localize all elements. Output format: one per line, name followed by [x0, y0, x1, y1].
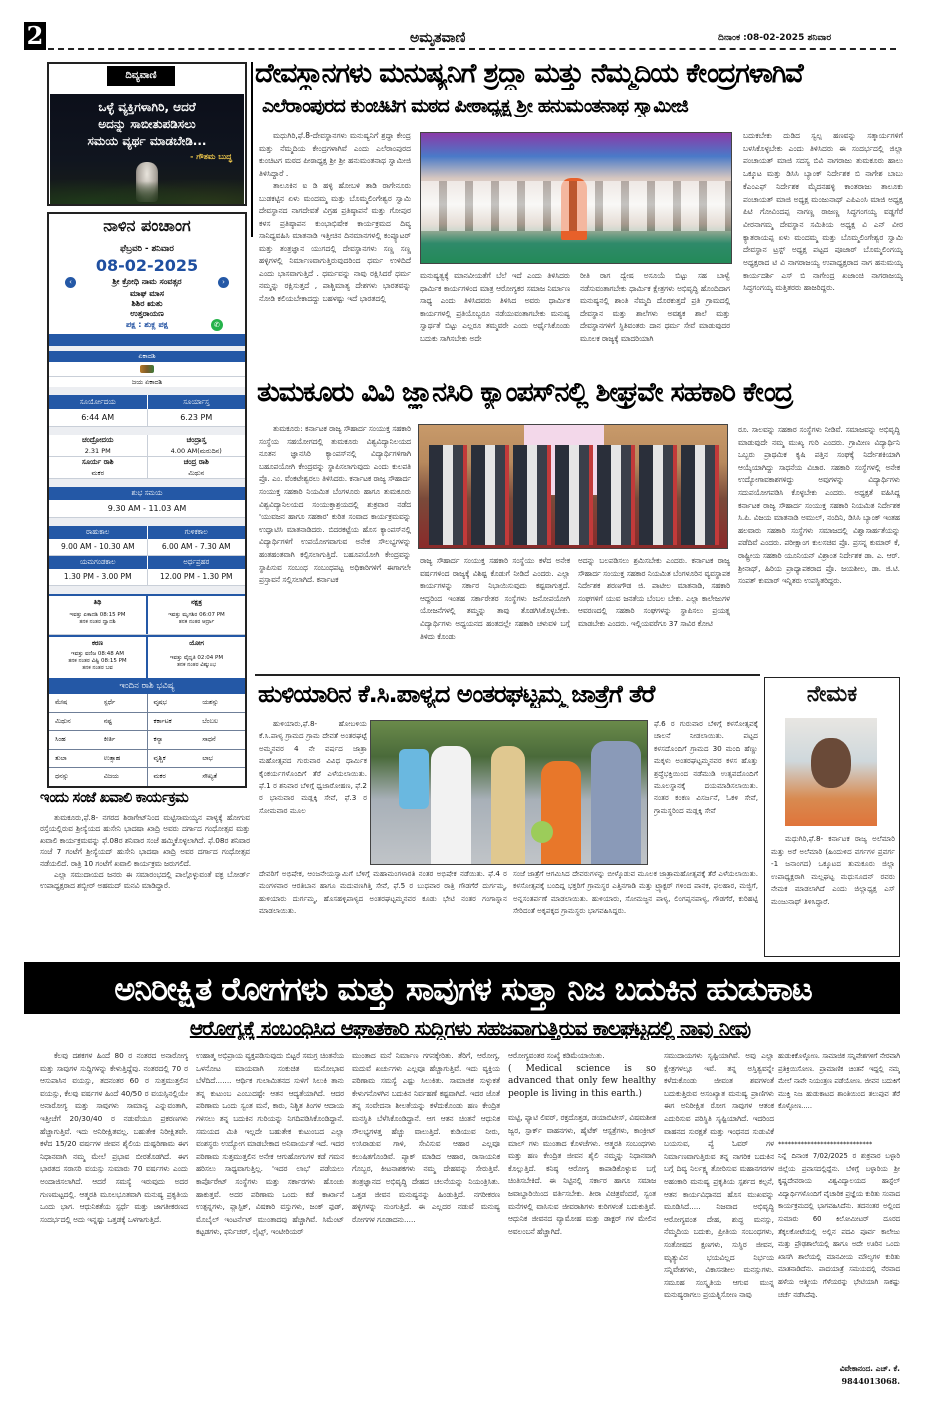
english-quote: ( Medical science is so advanced that only few healthy people is living in this earth.) — [508, 1063, 656, 1099]
paksha: ಪಕ್ಷ : ಶುಕ್ಲ ಪಕ್ಷ — [126, 320, 168, 329]
section-rule — [255, 674, 760, 676]
panchanga-month-day: ಫೆಬ್ರವರಿ - ಶನಿವಾರ — [120, 244, 174, 254]
story3-headline: ಹುಳಿಯಾರಿನ ಕೆ.ಸಿ.ಪಾಳ್ಯದ ಅಂತರಘಟ್ಟಮ್ಮ ಜಾತ್ರೆಗೆ ತೆರೆ — [258, 680, 655, 708]
khawali-body — [40, 812, 250, 957]
spacer — [49, 586, 245, 594]
story4-col4 — [508, 1050, 656, 1400]
tithi-line: ಇವತ್ತು ಏಕಾದಶಿ 08:15 PM — [69, 612, 126, 618]
story4-subhead: ಆರೋಗ್ಯಕ್ಕೆ ಸಂಬಂಧಿಸಿದ ಆಘಾತಕಾರಿ ಸುದ್ದಿಗಳು ಸಹಜವಾಗುತ್ತಿರುವ ಕಾಲಘಟ್ಟದಲ್ಲಿ ನಾವು ನೀವು — [189, 1016, 751, 1040]
samvatsara-row — [49, 275, 245, 289]
story1-col2: ಮನುಷ್ಯತ್ವಕ್ಕೆ ಮಾನವೀಯತೆಗೆ ಬೆಲೆ ಇದೆ ಎಂದು ತಿಳಿಸಿದರು ಧಾರ್ಮಿಕ ಕಾರ್ಯಗಳಿಂದ ಮಾತ್ರ ಆರೋಗ್ಯಕರ ಸಮಾಜ ನಿರ್ಮಾಣ ಸಾಧ್ಯ ಎಂದು ತಿಳಿಸಿದವರು ತಿಳಿಸಿದ ಅವರು ಧಾರ್ಮಿಕ ಕಾರ್ಯಗಳಲ್ಲಿ ಪ್ರತಿಯೊಬ್ಬರೂ ನಡೆಯುವಂತಾಗಬೇಕು ಮನುಷ್ಯ ಸ್ವಾರ್ಥತೆ ಬಿಟ್ಟು ಎಲ್ಲರೂ ತಮ್ಮವರೇ ಎಂದು ಅರ್ಥೈಸಿಕೊಂಡು ಬದುಕು ಸಾಗಿಸಬೇಕು ಅದೇ — [420, 271, 570, 343]
rashi-name: ಮೇಷ — [55, 699, 68, 706]
tithi-line: ತನಕ ನಂತರ ದ್ವಾದಶಿ — [79, 619, 116, 625]
yama-header-row — [49, 556, 245, 569]
spacer — [49, 427, 245, 435]
divyavani-box — [47, 62, 247, 206]
story4-col2: ಉಹಾತ್ಮ ಅಭಿಪ್ರಾಯ ವ್ಯಕ್ತಪಡಿಸುವುದು ಬಿಟ್ಟರೆ ಸಮಗ್ರ ಚಿಂತನೆಯ ಒಳನೋಟ ಮಾಯವಾಗಿ ಸಂಕುಚಿತ ಮನೋಭಾವ ಬೆಳೆದಿದೆ....... ಆರ್ಥಿಕ ಗುಲಾಮಿತನದ ಸುಳಿಗೆ ಸಿಲುಕಿ ತಾನು ತನ್ನ ಕುಟುಂಬ ಎಂಬುದಷ್ಟೇ ಆತನ ಆದ್ಯತೆಯಾಗಿದೆ. ಆದರ ಪರಿಣಾಮ ಒಂದು ಸ್ವಂತ ಮನೆ, ಕಾರು, ನಿಶ್ಚಿತ ತಿಂಗಳ ಆದಾಯ ಗಳಿಸಲು ತನ್ನ ಬದುಕಿನ ಗುರಿಯನ್ನು ನಿಗದಿಪಡಿಸಿಕೊಂಡಿದ್ದಾನೆ. ಸಮಯದ ಮಿತಿ ಇಲ್ಲದೇ ಬಹುತೇಕ ಕುಟುಂಬದ ಎಲ್ಲಾ ವಂಶಸ್ಥರು ಉದ್ಯೋಗ ಮಾಡಬೇಕಾದ ಅನಿವಾರ್ಯತೆ ಇದೆ. ಇದರ ಪರಿಣಾಮ ಸುತ್ತಮುತ್ತಲಿನ ಅನೇಕ ಆಗುಹೋಗುಗಳ ಕಡೆ ಗಮನ ಹರಿಸಲು ಸಾಧ್ಯವಾಗುತ್ತಿಲ್ಲ. 'ಇದರ ಲಾಭ' ಪಡೆಯಲು ಕಾರ್ಪೊರೇಟ್ ಸಂಸ್ಥೆಗಳು ಮತ್ತು ಸರ್ಕಾರಗಳು ಹೊಂಚು ಹಾಕುತ್ತವೆ. ಅದರ ಪರಿಣಾಮ ಒಂದು ಕಡೆ ಕಾರ್ಖಾನೆ ಉತ್ಪನ್ನಗಳು, ಪ್ಲಾಸ್ಟಿಕ್, ವಿಷಕಾರಿ ವಸ್ತುಗಳು, ಜಂಕ್ ಫುಡ್, ಮೊಬೈಲ್ ಇಂಟರ್ನೆಟ್ ಮುಂತಾದವು ಹೆಚ್ಚಾಗಿವೆ. ಸಿಮೆಂಟ್ ಕಟ್ಟಡಗಳು, ಫರ್ನಿಚರ್, ಲೈಟ್ಸ್, ಇಂಟೀರಿಯರ್ — [196, 1051, 344, 1237]
story2-col2: ರಾಜ್ಯ ಸೌಹಾರ್ದ ಸಂಯುಕ್ತ ಸಹಕಾರಿ ಸಂಸ್ಥೆಯು ಕಳೆದ ಅನೇಕ ವರ್ಷಗಳಿಂದ ರಾಜ್ಯಕ್ಕೆ ವಿಶಿಷ್ಟ ಕೊಡುಗೆ ನೀಡಿದೆ ಎಂದರು. ಎಲ್ಲಾ ಕಾರ್ಯಗಳನ್ನು ಸರ್ಕಾರ ನಿಭಾಯಿಸುವುದು ಕಷ್ಟವಾಗುತ್ತದೆ. ಆದ್ದರಿಂದ ಇಂತಹ ಸರ್ಕಾರೇತರ ಸಂಸ್ಥೆಗಳು ಜನೋಪಯೋಗಿ ಯೋಜನೆಗಳಲ್ಲಿ ತಮ್ಮನ್ನು ತಾವು ತೊಡಗಿಸಿಕೊಳ್ಳಬೇಕು. ವಿದ್ಯಾರ್ಥಿಗಳು ಅಧ್ಯಯನದ ಹಂತದಲ್ಲೇ ಸಹಕಾರಿ ಚಳುವಳಿ ಬಗ್ಗೆ ತಿಳಿದು ಕೊಂಡು — [420, 556, 570, 641]
sun-time-row — [49, 409, 245, 427]
spacer — [49, 479, 245, 487]
rashi-prediction: ಉತ್ಸಾಹ — [98, 750, 148, 768]
chandra-rashi-label: ಚಂದ್ರ ರಾಶಿ — [183, 458, 209, 466]
rashi-name: ವೃಷಭ — [153, 699, 167, 706]
yama-time-row — [49, 569, 245, 586]
panchanga-title: ನಾಳಿನ ಪಂಚಾಂಗ — [103, 216, 191, 235]
yama-label: ಯಮಗಂಡಕಾಲ — [49, 556, 148, 569]
rashi-name — [49, 787, 98, 789]
ekadashi-image — [49, 362, 245, 377]
rashi-prediction: ನಷ್ಟ — [98, 713, 148, 731]
yoga-line: ತನಕ ನಂತರ ವಿಷ್ಕುಂಭ — [176, 662, 217, 668]
header-divider — [48, 48, 896, 50]
author-name: ವಿವೇಕಾನಂದ. ಎಚ್. ಕೆ. — [839, 1364, 900, 1373]
issue-date: ದಿನಾಂಕ :08-02-2025 ಶನಿವಾರ — [718, 33, 832, 43]
nemaka-title: ನೇಮಕ — [806, 682, 858, 707]
quote-line: ಸಮಯ ವ್ಯರ್ಥ ಮಾಡಬೇಡಿ... — [87, 134, 207, 148]
ekadashi-name: ಜಯ ಏಕಾದಶಿ — [131, 378, 163, 386]
abhijit-time: 12.00 PM - 1.30 PM — [160, 572, 233, 581]
karana-line: ತನಕ ನಂತರ ವಿಷ್ಟಿ 08:15 PM — [68, 658, 127, 664]
rashi-prediction: ಲಾಭ — [202, 754, 213, 762]
column-rule — [251, 62, 253, 237]
khawali-headline: ಇಂದು ಸಂಜೆ ಖವಾಲಿ ಕಾರ್ಯಕ್ರಮ — [40, 790, 189, 806]
rashi-name: ಸಿಂಹ — [55, 736, 66, 743]
face — [811, 738, 851, 788]
story1-col4: ಬದುಕಬೇಕು ದುಡಿದ ಸ್ವಲ್ಪ ಹಣವನ್ನು ಸತ್ಕಾರ್ಯಗಳಿಗೆ ಬಳಸಿಕೊಳ್ಳಬೇಕು ಎಂದು ತಿಳಿಸಿದರು ಈ ಸಂದರ್ಭದಲ್ಲಿ ಜಿಲ್ಲಾ ಪಂಚಾಯತ್ ಮಾಜಿ ಸದಸ್ಯ ಬಿವಿ ನಾಗರಾಜು ತುಮಕೂರು ಹಾಲು ಒಕ್ಕೂಟ ಮತ್ತು ಡಿಸಿಸಿ ಬ್ಯಾಂಕ್ ನಿರ್ದೇಶಕ ಬಿ ನಾಗೇಶ ಬಾಬು ಕೆಎಂಎಫ್ ನಿರ್ದೇಶಕ ಮೈದನಹಳ್ಳಿ ಕಾಂತರಾಜು ತಾಲೂಕು ಪಂಚಾಯತ್ ಮಾಜಿ ಅಧ್ಯಕ್ಷ ಮಂಜುನಾಥ್ ಎಪಿಎಂಸಿ ಮಾಜಿ ಅಧ್ಯಕ್ಷ ಪಿಟಿ ಗೋವಿಂದಪ್ಪ ನಾಗಣ್ಣ ರಾಜಣ್ಣ ಸಿದ್ಧಗಂಗಯ್ಯ ವಡ್ಡಗೆರೆ ವೀರನಾಗಮ್ಮ ದೇವಸ್ಥಾನ ಸಮಿತಿಯ ಅಧ್ಯಕ್ಷ ವಿ ಎನ್ ವೀರ ಕ್ಯಾತರಾಯಪ್ಪ ಏಳು ಮಂದಮ್ಮ ಮತ್ತು ಬೊಮ್ಮಲಿಂಗೇಶ್ವರ ಸ್ವಾಮಿ ದೇವಸ್ಥಾನ ಟ್ರಸ್ಟ್ ಅಧ್ಯಕ್ಷ ಪಟ್ಟದ ಪೂಜಾರ್ ಬೊಮ್ಮಲಿಂಗಯ್ಯ ಅಧ್ಯಕ್ಷರಾದ ಟಿ ವಿ ನಾಗರಾಜಯ್ಯ ಉಪಾಧ್ಯಕ್ಷರಾದ ನಾಗ ಹನುಮಯ್ಯ ಕಾರ್ಯದರ್ಶಿ ಎಸ್ ಬಿ ನಾಗೇಂದ್ರ ಖಜಾಂಚಿ ನಾಗರಾಜಯ್ಯ ಸಿದ್ಧಗಂಗಯ್ಯ ಮತ್ತಿತರರು ಹಾಜರಿದ್ದರು. — [743, 131, 903, 293]
story2-col4: ರೂ. ಸಾಲವನ್ನು ಸಹಕಾರ ಸಂಸ್ಥೆಗಳು ನೀಡಿವೆ. ಸಮಾಜವನ್ನು ಅಭಿವೃದ್ಧಿ ಮಾಡುವುದೇ ನಮ್ಮ ಮುಖ್ಯ ಗುರಿ ಎಂದರು. ಗ್ರಾಮೀಣ ವಿದ್ಯಾರ್ಥಿನಿ ಒಬ್ಬರು ಪ್ರಾಥಮಿಕ ಕೃಷಿ ಪತ್ತಿನ ಸಂಘಕ್ಕೆ ನಿರ್ದೇಶಕಿಯಾಗಿ ಆಯ್ಕೆಯಾಗಿದ್ದು ಸಾಧನೆಯ ವಿಚಾರ. ಸಹಕಾರಿ ಸಂಸ್ಥೆಗಳಲ್ಲಿ ಅನೇಕ ಉದ್ಯೋಗಾವಕಾಶಗಳಿದ್ದು ಅವುಗಳನ್ನು ವಿದ್ಯಾರ್ಥಿಗಳು ಸದುಪಯೋಗಪಡಿಸಿ ಕೊಳ್ಳಬೇಕು ಎಂದರು. ಅಧ್ಯಕ್ಷತೆ ವಹಿಸಿದ್ದ ಕರ್ನಾಟಕ ರಾಜ್ಯ ಸೌಹಾರ್ದ ಸಂಯುಕ್ತ ಸಹಕಾರಿ ನಿಯಮಿತ ನಿರ್ದೇಶಕ ಸಿ.ಪಿ. ವಿಜಯ ಮಾತನಾಡಿ ಅಮುಲ್, ನಂದಿನಿ, ಡಿಸಿಸಿ ಬ್ಯಾಂಕ್ ಇಂತಹ ಹಲವಾರು ಸಹಕಾರಿ ಸಂಸ್ಥೆಗಳು ಸಮಾಜದಲ್ಲಿ ವಿಶ್ವಾಸಾರ್ಹತೆಯನ್ನು ಪಡೆದಿವೆ ಎಂದರು. ಪರೀಕ್ಷಾಂಗ ಕುಲಸಚಿವ ಪ್ರೊ. ಪ್ರಸನ್ನ ಕುಮಾರ್ ಕೆ, ರಾಷ್ಟ್ರೀಯ ಸಹಕಾರಿ ಯೂನಿಯನ್ ವಿಶ್ರಾಂತ ನಿರ್ದೇಶಕ ಡಾ. ಎ. ಆರ್. ಶ್ರೀನಾಥ್, ಹಿರಿಯ ಪ್ರಾಧ್ಯಾಪಕರಾದ ಪ್ರೊ. ಜಯಶೀಲ, ಡಾ. ಜಿ.ಟಿ. ಸಂಪತ್ ಕುಮಾರ್ ಇನ್ನಿತರು ಉಪಸ್ಥಿತರಿದ್ದರು. — [738, 425, 900, 586]
story3-col2: ಫೆ.6 ರ ಗುರುವಾರ ಬೆಳಿಗ್ಗೆ ಕಳಸೋತ್ಸವಕ್ಕೆ ಚಾಲನೆ ನೀಡಲಾಯಿತು. ಪಟ್ಟದ ಕಳಸದೊಂದಿಗೆ ಗ್ರಾಮದ 30 ಮಂದಿ ಹೆಣ್ಣು ಮಕ್ಕಳು ಅಂತರಘಟ್ಟಮ್ಮನವರ ಕಳಸ ಹೊತ್ತು ಶ್ರದ್ಧೆಭಕ್ತಿಯಿಂದ ನಡೆಮುಡಿ ಉತ್ಸವದೊಂದಿಗೆ ಮೂಲಸ್ಥಾನಕ್ಕೆ ದಯಮಾಡಿಸಲಾಯಿತು. ನಂತರ ಕಂಕಣ ವಿಸರ್ಜನೆ, ಓಕಳಿ ಸೇವೆ, ಗ್ರಾಮಸ್ಥರಿಂದ ಮಡ್ಲಕ್ಕಿ ಸೇವೆ — [654, 719, 758, 815]
sunset-time: 6.23 PM — [180, 413, 213, 422]
tithi-row — [49, 594, 245, 635]
rashi-table — [49, 694, 245, 788]
moonset-label: ಚಂದ್ರಾಸ್ತ — [186, 436, 206, 444]
story1-headline: ದೇವಸ್ಥಾನಗಳು ಮನುಷ್ಯನಿಗೆ ಶ್ರದ್ಧಾ ಮತ್ತು ನೆಮ್ಮದಿಯ ಕೇಂದ್ರಗಳಾಗಿವೆ — [255, 58, 803, 89]
foliage-decoration — [50, 174, 244, 204]
story4-col6 — [778, 1050, 900, 1400]
rashi-row — [49, 787, 245, 789]
col4-body: ಮಟ್ಟಿ, ಫ್ಯಾಟಿ ಲಿವರ್, ರಕ್ತದೊತ್ತಡ, ಡಯಾಬಿಟೀಸ್, ವಿಷಮಶೀತ ಜ್ವರ, ಸ್ಪಾರ್ಕ್ ವಾಹನಗಳು, ಹೈಟೆಕ್ ಆಸ್ಪತ್ರೆಗಳು, ಕಾಂಕ್ರೀಟ್ ಮಾಲ್ ಗಳು ಮುಂತಾದ ಕೊಳಚೆಗಳು. ಆತ್ಮರತಿ ಸಂಬಂಧಗಳು ಮತ್ತು ಹಣ ಕೇಂದ್ರಿತ ಜೀವನ ಶೈಲಿ ನಮ್ಮನ್ನು ನಿಧಾನವಾಗಿ ಕೊಲ್ಲುತ್ತಿದೆ. ಕನಿಷ್ಠ ಆರೋಗ್ಯ ಕಾಪಾಡಿಕೊಳ್ಳುವ ಬಗ್ಗೆ ಚಿಂತಿಸಬೇಕಿದೆ. ಈ ನಿಟ್ಟಿನಲ್ಲಿ ಸರ್ಕಾರ ಹಾಗೂ ಸಮಾಜ ಜವಾಬ್ದಾರಿಯಿಂದ ವರ್ತಿಸಬೇಕು. ತೀರಾ ವಿಚಿತ್ರವೆಂದರೆ, ಸ್ವಂತ ಮನೆಗಳಲ್ಲಿ ವಾಸಿಸುವ ಜೀವರಾಶಿಗಳು ಕುರಿಗಳಂತೆ ಬದುಕುತ್ತಿವೆ. ಆಧುನಿಕ ಜೀವನದ ವ್ಯಾಮೋಹ ಮತ್ತು ಡಾಕ್ಟರ್ ಗಳ ಮೇಲಿನ ಅವಲಂಬನೆ ಹೆಚ್ಚಾಗಿದೆ. — [508, 1113, 656, 1236]
tithi-label: ತಿಥಿ — [93, 598, 102, 606]
nakshatra-line: ತನಕ ನಂತರ ಆರ್ದ್ರಾ — [178, 619, 215, 625]
rashi-name — [148, 787, 197, 789]
moon-row — [49, 435, 245, 457]
samvatsara: ಶ್ರೀ ಕ್ರೋಧಿ ನಾಮ ಸಂವತ್ಸರ — [112, 277, 182, 286]
stars-divider: ***************************** — [778, 1140, 873, 1148]
rashi-row — [49, 750, 245, 769]
prev-day-button[interactable]: ‹ — [65, 277, 76, 288]
rahu-label: ರಾಹುಕಾಲ — [49, 526, 148, 539]
rashi-name: ಕನ್ಯಾ — [153, 736, 163, 743]
nemaka-box — [764, 677, 900, 957]
nakshatra-label: ನಕ್ಷತ್ರ — [191, 598, 202, 606]
page-number: 2 — [24, 22, 46, 50]
rashi-prediction: ಕೀರ್ತಿ — [98, 731, 148, 749]
story2-col1: ತುಮಕೂರು: ಕರ್ನಾಟಕ ರಾಜ್ಯ ಸೌಹಾರ್ದ ಸಂಯುಕ್ತ ಸಹಕಾರಿ ಸಂಸ್ಥೆಯ ಸಹಯೋಗದಲ್ಲಿ ತುಮಕೂರು ವಿಶ್ವವಿದ್ಯಾನಿಲಯದ ನೂತನ ಜ್ಞಾನಸಿರಿ ಕ್ಯಾಂಪಸ್‌ನಲ್ಲಿ ವಿದ್ಯಾರ್ಥಿಗಳಿಗಾಗಿ ಬಹೂಪಯೋಗಿ ಕೇಂದ್ರವನ್ನು ಸ್ಥಾಪಿಸಲಾಗುವುದು ಎಂದು ಕುಲಪತಿ ಪ್ರೊ. ಎಂ. ವೆಂಕಟೇಶ್ವರಲು ತಿಳಿಸಿದರು. ಕರ್ನಾಟಕ ರಾಜ್ಯ ಸೌಹಾರ್ದ ಸಂಯುಕ್ತ ಸಹಕಾರಿ ನಿಯಮಿತ ಬೆಂಗಳೂರು ಹಾಗೂ ತುಮಕೂರು ವಿಶ್ವವಿದ್ಯಾನಿಲಯದ ಸಂಯುಕ್ತಾಶ್ರಯದಲ್ಲಿ ಶುಕ್ರವಾರ ನಡೆದ 'ಯುವಜನ ಹಾಗೂ ಸಹಕಾರ' ಕುರಿತ ಸಂವಾದ ಕಾರ್ಯಕ್ರಮವನ್ನು ಉದ್ಘಾಟಿಸಿ ಮಾತನಾಡಿದರು. ಬಿದರಕಟ್ಟೆಯ ಹೊಸ ಕ್ಯಾಂಪಸ್‌ನಲ್ಲಿ ವಿದ್ಯಾರ್ಥಿಗಳಿಗೆ ಉಪಯೋಗವಾಗುವ ಅನೇಕ ಸೌಲಭ್ಯಗಳನ್ನು ಹಂತಹಂತವಾಗಿ ಕಲ್ಪಿಸಲಾಗುತ್ತಿದೆ. ಬಹೂಪಯೋಗಿ ಕೇಂದ್ರವನ್ನು ಸ್ಥಾಪಿಸುವ ಸಂಬಂಧ ಸಂಬಂಧಪಟ್ಟ ಅಧಿಕಾರಿಗಳಿಗೆ ಈಗಾಗಲೇ ಪ್ರಸ್ತಾವನೆ ಸಲ್ಲಿಸಲಾಗಿದೆ. ಕರ್ನಾಟಕ — [259, 424, 411, 585]
yoga-cell — [148, 637, 245, 678]
rashi-prediction: ಸಾಧನೆ — [202, 736, 216, 743]
karana-line: ತನಕ ನಂತರ ಬವ — [82, 665, 113, 671]
surya-rashi-label: ಸೂರ್ಯ ರಾಶಿ — [81, 458, 114, 466]
rashi-name: ಮಿಥುನ — [55, 717, 71, 725]
rahu-time: 9.00 AM - 10.30 AM — [49, 539, 148, 555]
rashi-row — [49, 457, 245, 479]
story1-photo — [420, 132, 732, 264]
story2-photo — [418, 424, 728, 549]
paksha-row — [49, 319, 245, 331]
man-yellow-shawl — [491, 746, 525, 865]
chandra-rashi-cell — [148, 457, 246, 478]
story4-col3: ಮುಂತಾದ ಮನೆ ನಿರ್ಮಾಣ ಗಗನಕ್ಕೇರಿತು. ತೆರಿಗೆ, ಆರೋಗ್ಯ, ಮದುವೆ ಖರ್ಚುಗಳು ಎಲ್ಲವೂ ಹೆಚ್ಚಾಗುತ್ತಿವೆ. ಇದು ವ್ಯಕ್ತಿಯ ಪರಿಣಾಮ ಸಮಸ್ಯೆ ಎಷ್ಟು ಸಿಲುಕಿತು. ಸಾಮಾಜಿಕ ಸುಳ್ಳುಕತೆ ಕೇಳುಗನೊಳಗಿನ ಬದುಕಿನ ನಿರ್ವಹಣೆ ಕಷ್ಟವಾಗಿದೆ. ಇದರ ಜೊತೆ ತನ್ನ ಸಂವೇದನಾ ಶೀಲತೆಯನ್ನು ಕಳೆದುಕೊಂಡು ಹಣ ಕೇಂದ್ರಿತ ಮನಸ್ಥಿತಿ ಬೆಳೆಸಿಕೊಂಡಿದ್ದಾನೆ. ಆಗ ಆತನ ಚಿಂತನೆ ಆಧುನಿಕ ಸೌಲಭ್ಯಗಳತ್ತ ಹೆಚ್ಚು ವಾಲುತ್ತಿದೆ. ಕುಡಿಯುವ ನೀರು, ಉಸಿರಾಡುವ ಗಾಳಿ, ಸೇವಿಸುವ ಆಹಾರ ಎಲ್ಲವೂ ಕಲುಷಿತಗೊಂಡಿವೆ. ಪ್ಯಾಕ್ ಮಾಡಿದ ಆಹಾರ, ರಾಸಾಯನಿಕ ಗೊಬ್ಬರ, ಕೀಟನಾಶಕಗಳು ನಮ್ಮ ದೇಹವನ್ನು ಸೇರುತ್ತಿವೆ. ತಂತ್ರಜ್ಞಾನದ ಅಭಿವೃದ್ಧಿ ದೇಹದ ಚಲನೆಯನ್ನು ನಿಯಂತ್ರಿಸಿತು. ಒತ್ತಡ ಜೀವನ ಮನುಷ್ಯನನ್ನು ಹಿಂಡುತ್ತಿದೆ. ನಗರೀಕರಣ ಹಳ್ಳಿಗಳನ್ನು ನುಂಗುತ್ತಿದೆ. ಈ ಎಲ್ಲದರ ನಡುವೆ ಮನುಷ್ಯ ರೋಗಗಳ ಗೂಡಾದನು..... — [352, 1051, 500, 1224]
seated-guests — [421, 181, 731, 231]
quote-image — [50, 94, 244, 204]
yama-time: 1.30 PM - 3.00 PM — [49, 569, 148, 585]
story1-col1 — [259, 130, 411, 395]
yoga-label: ಯೋಗ — [189, 639, 204, 647]
chandra-rashi: ಮಿಥುನ — [188, 469, 205, 477]
nakshatra-line: ಇವತ್ತು ಮೃಗಶಿರ 06:07 PM — [168, 612, 225, 618]
story2-headline: ತುಮಕೂರು ವಿವಿ ಜ್ಞಾನಸಿರಿ ಕ್ಯಾಂಪಸ್‌ನಲ್ಲಿ ಶೀಘ್ರವೇ ಸಹಕಾರಿ ಕೇಂದ್ರ — [257, 377, 942, 409]
man-orange-shawl — [541, 761, 581, 865]
story3-col1: ಹುಳಿಯಾರು,ಫೆ.8- ಹೋಬಳಿಯ ಕೆ.ಸಿ.ಪಾಳ್ಯ ಗ್ರಾಮದ ಗ್ರಾಮ ದೇವತೆ ಅಂತರಘಟ್ಟೆ ಅಮ್ಮನವರ 4 ನೇ ವರ್ಷದ ಜಾತ್ರಾ ಮಹೋತ್ಸವದ ಗುರುವಾರ ವಿವಿಧ ಧಾರ್ಮಿಕ ಕೈಂಕರ್ಯಗಳೊಂದಿಗೆ ತೆರೆ ಎಳೆಯಲಾಯಿತು. ಫೆ.1 ರ ಶನಿವಾರ ಬೆಳಿಗ್ಗೆ ಧ್ವಜಾರೋಹಣ, ಫೆ.2 ರ ಭಾನುವಾರ ಮಡ್ಲಕ್ಕಿ ಸೇವೆ, ಫೆ.3 ರ ಸೋಮವಾರ ಮೂಲ — [259, 719, 367, 815]
paper-name: ಅಮೃತವಾಣಿ — [410, 30, 466, 46]
nemaka-portrait — [785, 718, 877, 826]
rashi-row — [49, 713, 245, 732]
story3-col2b: ಸಂಜೆ ಜಾತ್ರೆಗೆ ಆಗಮಿಸಿದ ದೇವರುಗಳನ್ನು ಬೀಳ್ಕೊಡುವ ಮೂಲಕ ಜಾತ್ರಾಮಹೋತ್ಸವಕ್ಕೆ ತೆರೆ ಎಳೆಯಲಾಯಿತು. ಕಳಸೋತ್ಸವಕ್ಕೆ ಬಂದಿದ್ದ ಭಕ್ತರಿಗೆ ಗ್ರಾಮಸ್ಥರ ಎತ್ತಿನಗಾಡಿ ಮತ್ತು ಟ್ರ್ಯಾಕ್ಟರ್ ಗಳಿಂದ ಪಾನಕ, ಫಲಹಾರ, ಮಜ್ಜಿಗೆ, ಅನ್ನಸಂತರ್ಪಣೆ ಮಾಡಲಾಯಿತು. ಹುಳಿಯಾರು, ಸೋಮಜ್ಜನ ಪಾಳ್ಯ, ಲಿಂಗಪ್ಪನಪಾಳ್ಯ, ಗೌಡಗೆರೆ, ಕುರಿಹಟ್ಟಿ ಸೇರಿದಂತೆ ಅಕ್ಕಪಕ್ಕದ ಗ್ರಾಮಸ್ಥರು ಭಾಗವಹಿಸಿದ್ದರು. — [513, 869, 758, 916]
story2-col3: ಅದನ್ನು ಬಲಪಡಿಸಲು ಶ್ರಮಿಸಬೇಕು ಎಂದರು. ಕರ್ನಾಟಕ ರಾಜ್ಯ ಸೌಹಾರ್ದ ಸಂಯುಕ್ತ ಸಹಕಾರ ನಿಯಮಿತ ಬೆಂಗಳೂರಿನ ವ್ಯವಸ್ಥಾಪಕ ನಿರ್ದೇಶಕ ಶರಣಗೌಡ ಜಿ. ಪಾಟೀಲ ಮಾತನಾಡಿ, ಸಹಕಾರಿ ಸಂಘಗಳಿಗೆ ಯುವ ಜನತೆಯ ಬೆಂಬಲ ಬೇಕು. ಎಲ್ಲಾ ಕಾಲೇಜುಗಳ ಆವರಣದಲ್ಲಿ ಸಹಕಾರಿ ಸಂಘಗಳನ್ನು ಸ್ಥಾಪಿಸಲು ಪ್ರಯತ್ನ ಮಾಡಬೇಕು ಎಂದರು. ಇಲ್ಲಿಯವರೆಗೂ 37 ಸಾವಿರ ಕೋಟಿ — [578, 556, 730, 628]
spacer — [49, 518, 245, 526]
yoga-line: ಇವತ್ತು ವೈಧೃತಿ 02:04 PM — [169, 655, 224, 661]
story1-col3: ರೀತಿ ರಾಗ ದ್ವೇಷ ಅಸೂಯೆ ಬಿಟ್ಟು ಸಹ ಬಾಳ್ವೆ ನಡೆಸುವಂತಾಗಬೇಕು ಧಾರ್ಮಿಕ ಕ್ಷೇತ್ರಗಳು ಅಭಿವೃದ್ಧಿ ಹೊಂದಿದಾಗ ಮನುಷ್ಯನಲ್ಲಿ ಶಾಂತಿ ನೆಮ್ಮದಿ ದೊರಕುತ್ತದೆ ಪ್ರತಿ ಗ್ರಾಮದಲ್ಲಿ ದೇವಸ್ಥಾನ ಮತ್ತು ಶಾಲೆಗಳು ಅವಶ್ಯಕ ಶಾಲೆ ಮತ್ತು ದೇವಸ್ಥಾನಗಳಿಗೆ ಸ್ಥಿತಿವಂತರು ದಾನ ಧರ್ಮ ಸೇವೆ ಮಾಡುವುದರ ಮೂಲಕ ರಾಜ್ಯಕ್ಕೆ ಮಾದರಿಯಾಗಿ — [580, 271, 730, 343]
story3-photo — [370, 720, 648, 865]
moonrise-cell — [49, 435, 148, 456]
man-checked-shirt — [591, 741, 641, 865]
col4-intro: ಆರೋಗ್ಯವಂತರ ಸಂಖ್ಯೆ ಕಡಿಮೆಯಾಯಿತು. — [508, 1051, 605, 1060]
whatsapp-share-icon[interactable]: ✆ — [211, 319, 223, 331]
surya-rashi-cell — [49, 457, 148, 478]
rashi-prediction: ಬೆಂಬಲ — [202, 717, 218, 725]
sunrise-label: ಸೂರ್ಯೋದಯ — [49, 395, 148, 409]
next-day-button[interactable]: › — [218, 277, 229, 288]
tithi-cell — [49, 596, 148, 634]
paragraph: ಮಧುಗಿರಿ,ಫೆ.8-ದೇವಸ್ಥಾನಗಳು ಮನುಷ್ಯನಿಗೆ ಶ್ರದ್ಧಾ ಕೇಂದ್ರ ಮತ್ತು ನೆಮ್ಮದಿಯ ಕೇಂದ್ರಗಳಾಗಿವೆ ಎಂದು ಎಲೆರಾಂಪುರದ ಕುಂಚಿಟಗ ಮಠದ ಪೀಠಾಧ್ಯಕ್ಷ ಶ್ರೀ ಶ್ರೀ ಹನುಮಂತನಾಥ ಸ್ವಾಮೀಜಿ ತಿಳಿಸಿದ್ದಾರೆ . — [259, 131, 411, 178]
panchanga-date: 08-02-2025 — [95, 256, 199, 275]
rashi-prediction: ಸ್ಪರ್ಧೆ — [98, 694, 148, 712]
nemaka-body: ಮಧುಗಿರಿ,ಫೆ.8- ಕರ್ನಾಟಕ ರಾಜ್ಯ ಅಲೆಮಾರಿ ಮತ್ತು ಅರೆ ಅಲೆಮಾರಿ (ಹಿಂದುಳಿದ ವರ್ಗಗಳ ಪ್ರವರ್ಗ -1 ಜನಾಂಗದ) ಒಕ್ಕೂಟದ ತುಮಕೂರು ಜಿಲ್ಲಾ ಉಪಾಧ್ಯಕ್ಷರಾಗಿ ಮಲ್ಲಘಟ್ಟ ಮಧುಸೂದನ್ ರವರು ನೇಮಕ ಮಾಡಲಾಗಿದೆ ಎಂದು ಜಿಲ್ಲಾಧ್ಯಕ್ಷ ಎಸ್ ಮಂಜುನಾಥ್ ತಿಳಿಸಿದ್ದಾರೆ. — [771, 834, 895, 906]
man-white-shirt — [431, 746, 471, 865]
rashi-prediction — [196, 787, 245, 789]
dignitaries-group — [429, 445, 719, 545]
rashi-row — [49, 731, 245, 750]
story4-headline: ಅನಿರೀಕ್ಷಿತ ರೋಗಗಳು ಮತ್ತು ಸಾವುಗಳ ಸುತ್ತಾ ನಿಜ ಬದುಕಿನ ಹುಡುಕಾಟ — [114, 970, 812, 1008]
col6-body: ನಿನ್ನೆ ದಿನಾಂಕ 7/02/2025 ರ ಶುಕ್ರವಾರ ಬಳ್ಳಾರಿ ಜಿಲ್ಲೆಯ ಪ್ರವಾಸದಲ್ಲಿದ್ದೆನು. ಬೆಳಿಗ್ಗೆ ಬಳ್ಳಾರಿಯ ಶ್ರೀ ಕೃಷ್ಣದೇವರಾಯ ವಿಶ್ವವಿದ್ಯಾಲಯದ ಹಾಸ್ಟೆಲ್ ವಿದ್ಯಾರ್ಥಿಗಳೊಂದಿಗೆ ವೈಚಾರಿಕ ಪ್ರಜ್ಞೆಯ ಕುರಿತು ಸಂವಾದ ಕಾರ್ಯಕ್ರಮದಲ್ಲಿ ಭಾಗವಹಿಸಿದೆನು. ತದನಂತರ ಅಲ್ಲಿಂದ ಸುಮಾರು 60 ಕಿಲೋಮೀಟರ್ ದೂರದ ತೆಕ್ಕಲಕೋಟೆಯಲ್ಲಿ ಅಲ್ಲಿನ ಪದವಿ ಪೂರ್ವ ಕಾಲೇಜು ಮತ್ತು ಪ್ರೌಢಶಾಲೆಯಲ್ಲಿ ಹಾಗೂ ಅದೇ ಊರಿನ ಒಂದು ಖಾಸಗಿ ಶಾಲೆಯಲ್ಲಿ ಮಾನವೀಯ ಮೌಲ್ಯಗಳ ಕುರಿತು ಮಾತನಾಡಿದೆನು. ಪಾದಯಾತ್ರೆ ಸಮಯದಲ್ಲಿ ನೆರವಾದ ಹಳೆಯ ಆತ್ಮೀಯ ಗೆಳೆಯರನ್ನು ಭೇಟಿಯಾಗಿ ಸಾಕಷ್ಟು ಚರ್ಚೆ ನಡೆಸಿದೆವು. — [778, 1152, 900, 1299]
rashi-row — [49, 694, 245, 713]
spacer — [49, 387, 245, 395]
paragraph: ತಾಲೂಕಿನ ಐ ಡಿ ಹಳ್ಳಿ ಹೋಬಳಿ ತಾಡಿ ರಾಗೇನೂರು ಬುಡಕಟ್ಟಿನ ಏಳು ಮಂದಮ್ಮ ಮತ್ತು ಬೊಮ್ಮಲಿಂಗೇಶ್ವರ ಸ್ವಾಮಿ ದೇವಸ್ಥಾನದ ನಾಗದೇವತೆ ವಿಗ್ರಹ ಪ್ರತಿಷ್ಠಾಪನೆ ಮತ್ತು ಗೋಪುರ ಕಳಸ ಪ್ರತಿಷ್ಠಾಪನ ಕುಂಭಾಭಿಷೇಕ ಕಾರ್ಯಕ್ರಮದ ದಿವ್ಯ ಸಾನಿಧ್ಯವಹಿಸಿ ಮಾತನಾಡಿ ಇತ್ತೀಚಿನ ದಿನಮಾನಗಳಲ್ಲಿ ಕಂಪ್ಯೂಟರ್ ಮತ್ತು ತಂತ್ರಜ್ಞಾನ ಯುಗದಲ್ಲಿ ದೇವಸ್ಥಾನಗಳು ಸಣ್ಣ ಸಣ್ಣ ಹಳ್ಳಿಗಳಲ್ಲಿ ನಿರ್ಮಾಣವಾಗುತ್ತಿರುವುದರಿಂದ ಧರ್ಮ ಉಳಿದಿದೆ ಎಂದು ಭಾಸವಾಗುತ್ತಿದೆ . ಧರ್ಮವನ್ನು ನಾವು ರಕ್ಷಿಸಿದರೆ ಧರ್ಮ ನಮ್ಮನ್ನು ರಕ್ಷಿಸುತ್ತದೆ , ಪಾಶ್ಚಿಮಾತ್ಯ ದೇಶಗಳು ಭಾರತವನ್ನು ನೋಡಿ ಕಲಿಯಬೇಕಾದದ್ದು ಬಹಳಷ್ಟು ಇದೆ ಭಾರತದಲ್ಲಿ — [259, 181, 411, 303]
abhijit-label: ಅರ್ಧಪ್ರಹರ — [183, 558, 210, 566]
story4-col1: ಕೆಲವು ದಶಕಗಳ ಹಿಂದೆ 80 ರ ನಂತರದ ಅನಾರೋಗ್ಯ ಮತ್ತು ಸಾವುಗಳ ಸುದ್ದಿಗಳನ್ನು ಕೇಳುತ್ತಿದ್ದೆವು. ನಂತರದಲ್ಲಿ 70 ರ ಆಸುಪಾಸಿನ ವಯಸ್ಸು, ತದನಂತರ 60 ರ ಸುತ್ತಮುತ್ತಲಿನ ವಯಸ್ಸು, ಕೆಲವು ವರ್ಷಗಳ ಹಿಂದೆ 40/50 ರ ವಯಸ್ಸಿನಲ್ಲಿಯೇ ಅನಾರೋಗ್ಯ ಮತ್ತು ಸಾವುಗಳು ಸಾಮಾನ್ಯ ಎನ್ನುವಂತಾಗಿ, ಇತ್ತೀಚೆಗೆ 20/30/40 ರ ನಡುವೆಯೂ ಪ್ರಕರಣಗಳು ಹೆಚ್ಚಾಗುತ್ತಿವೆ. ಇದು ಅನಿರೀಕ್ಷಿತವಲ್ಲ. ಬಹುತೇಕ ನಿರೀಕ್ಷಿತವೇ. ಕಳೆದ 15/20 ವರ್ಷಗಳ ಜೀವನ ಶೈಲಿಯ ದುಷ್ಪರಿಣಾಮ ಈಗ ನಿಧಾನವಾಗಿ ನಮ್ಮ ಮೇಲೆ ಪ್ರಭಾವ ಬೀರತೊಡಗಿದೆ. ಈಗ ಭಾರತದ ಸರಾಸರಿ ವಯಸ್ಸು ಸುಮಾರು 70 ವರ್ಷಗಳು ಎಂದು ಅಂದಾಜಿಸಲಾಗಿದೆ. ಆದರೆ ಸಮಸ್ಯೆ ಇರುವುದು ಅದರ ಗುಣಮಟ್ಟದಲ್ಲಿ. ಆತ್ಮರತಿ ಮೂಲಭೂತವಾಗಿ ಮನುಷ್ಯ ಪ್ರಕೃತಿಯ ಒಂದು ಭಾಗ. ಆಧುನಿಕತೆಯ ಸ್ಪರ್ಧೆ ಮತ್ತು ಜಾಗತೀಕರಣದ ಸಂದರ್ಭದಲ್ಲಿ ಅದು ಇನ್ನಷ್ಟು ಒತ್ತಡಕ್ಕೆ ಒಳಗಾಗುತ್ತಿದೆ. — [40, 1051, 188, 1224]
rashi-prediction — [98, 787, 148, 789]
rashi-prediction: ವಿಜಯ — [98, 768, 148, 786]
quote-line: ಅದನ್ನು ಸಾಬೀತುಪಡಿಸಲು — [98, 117, 196, 131]
moonset-cell — [148, 435, 246, 456]
ritu: ಶಿಶಿರ ಋತು — [131, 299, 163, 308]
rashi-bhavishya-title: ಇಂದಿನ ರಾಶಿ ಭವಿಷ್ಯ — [49, 678, 245, 694]
quote-line: ಒಳ್ಳೆ ವ್ಯಕ್ತಿಗಳಾಗಿರಿ, ಆದರೆ — [98, 100, 196, 114]
gulika-time: 6.00 AM - 7.30 AM — [161, 542, 231, 551]
masa: ಮಾಘ ಮಾಸ — [130, 289, 164, 298]
panchanga-box — [47, 212, 247, 788]
sunrise-time: 6:44 AM — [49, 409, 148, 426]
shubha-label: ಶುಭ ಸಮಯ — [49, 487, 245, 500]
gulika-label: ಗುಳಿಕಕಾಲ — [184, 528, 208, 536]
moonset-time: 4.00 AM(ಮರುದಿನ) — [170, 447, 222, 455]
nakshatra-cell — [148, 596, 245, 634]
moonrise-label: ಚಂದ್ರೋದಯ — [82, 436, 114, 444]
ekadashi-bar: ಏಕಾದಶಿ — [49, 351, 245, 362]
rashi-prediction: ಸೌಖ್ಯತೆ — [202, 773, 217, 780]
rashi-prediction: ಯಶಸ್ಸು — [202, 699, 219, 706]
rashi-name: ಕರ್ಕಾಟಕ — [153, 717, 172, 725]
rahu-header-row — [49, 526, 245, 539]
story3-col1b: ದೇವರಿಗೆ ಅಭಿಷೇಕ, ಆಂಜನೇಯಸ್ವಾಮಿಗೆ ಬೆಳಿಗ್ಗೆ ಮಹಾಮಂಗಳಾರತಿ ನಂತರ ಅಭಿಷೇಕ ನಡೆಯಿತು. ಫೆ.4 ರ ಮಂಗಳವಾರ ಆರತಿಬಾನ ಹಾಗೂ ಮದುವಣಗಿತ್ತಿ ಸೇವೆ, ಫೆ.5 ರ ಬುಧವಾರ ರಾತ್ರಿ ಗೌಡಗೆರೆ ದುರ್ಗಮ್ಮ, ಹುಳಿಯಾರು ದುರ್ಗಮ್ಮ, ಹೊಸಹಳ್ಳಿಪಾಳ್ಯದ ಅಂತರಘಟ್ಟಮ್ಮನವರ ಕೂಡು ಭೇಟಿ ನಂತರ ಗಂಗಾಸ್ನಾನ ಮಾಡಲಾಯಿತು. — [259, 869, 507, 916]
coconut — [531, 821, 553, 843]
author-phone: 9844013068. — [841, 1376, 900, 1386]
rashi-name: ವೃಶ್ಚಿಕ — [153, 754, 166, 762]
ayana: ಉತ್ತರಾಯಣ — [130, 309, 164, 318]
rashi-name: ತುಲಾ — [55, 754, 67, 762]
rashi-row — [49, 768, 245, 787]
col6-intro: ಹುಡುಕಿಕೊಳ್ಳೋಣ. ಸಾಮಾಜಿಕ ಸನ್ನಿವೇಶಗಳಿಗೆ ನೇರವಾಗಿ ಪ್ರತಿಕ್ರಿಯಿಸೋಣ. ಪ್ರಾಮಾಣಿಕ ಚಿಂತನೆ ಇದ್ದಲ್ಲಿ ನಮ್ಮ ಮೇಲೆ ನಾವೇ ನಿಯಂತ್ರಣ ಪಡೆಯೋಣ. ಜೀವನ ಬದುಕಿಗೆ ಮುಕ್ತಿ ನಿಜ ಹುಡುಕಾಟದ ಶಾಂತಿಯಿಂದ ತಲುಪುವ ತೆರೆ ಕೊಳ್ಳೋಣ..... — [778, 1052, 900, 1111]
rahu-time-row — [49, 539, 245, 556]
rashi-name: ಮಕರ — [153, 773, 166, 780]
divyavani-title: ದಿವ್ಯವಾಣಿ — [107, 66, 175, 86]
child-figure — [399, 749, 429, 809]
karana-label: ಕರಣ — [92, 639, 103, 647]
paragraph: ಎಲ್ಲಾ ಸಮುದಾಯದ ಜನರು ಈ ಸಮಾರಂಭದಲ್ಲಿ ಪಾಲ್ಗೊಳ್ಳುವಂತೆ ವಕ್ಫ ಬೋರ್ಡ್ ಉಪಾಧ್ಯಕ್ಷರಾದ ಶಬ್ಬೀರ್ ಅಹಮದ್ ಮನವಿ ಮಾಡಿದ್ದಾರೆ. — [40, 870, 250, 891]
sun-header-row — [49, 395, 245, 409]
surya-rashi: ಮಕರ — [91, 469, 105, 477]
story4-col5-visible: ಸಮುದಾಯಗಳು ಸೃಷ್ಟಿಯಾಗಿವೆ. ಅವು ಎಲ್ಲಾ ಕ್ಷೇತ್ರಗಳಲ್ಲೂ ಇವೆ. ತನ್ನ ಅಸ್ತಿತ್ವವನ್ನೇ ಕಳೆದುಕೊಂಡು ಜೀವಂತ ಶವಗಳಂತೆ ಬದುಕುತ್ತಿರುವ ಅಸಂಖ್ಯಾತ ಮನುಷ್ಯ ಪ್ರಾಣಿಗಳು ಈಗ ಅನಿರೀಕ್ಷಿತ ರೋಗ ಸಾವುಗಳ ಆತಂಕ ಎದುರಿಸುವ ಪರಿಸ್ಥಿತಿ ಸೃಷ್ಟಿಯಾಗಿದೆ. ಇದರಿಂದ ವಾಹನದ ಸುರಕ್ಷತೆ ಮತ್ತು ಇಂಧನದ ಸುಡುವಿಕೆ ಬಯಸುವ, ಪ್ಯೆ ಓವರ್ ಗಳ ನಿರ್ಮಾಣವಾಗುತ್ತಿರುವ ತನ್ನ ನಾಗರಿಕ ಬದುಕಿನ ಬಗ್ಗೆ ದಿವ್ಯ ನಿರ್ಲಕ್ಷ್ಯ ತೋರಿಸುವ ಮಹಾನಗರಗಳ ಅಹಂಕಾರಿ ಮನುಷ್ಯ ಪ್ರಕೃತಿಯ ಸ್ಪರ್ಶದ ಕಲ್ಪನೆ, ಆತನ ಕಾರ್ಯವಿಧಾನದ ಹೊಸ ಮುಖವನ್ನು ಮೂಡಿಸಿದೆ..... ನಿಜವಾದ ಅಭಿವೃದ್ಧಿ ಆರೋಗ್ಯವಂತ ದೇಹ, ಶುದ್ಧ ಮನಸ್ಸು, ನೆಮ್ಮದಿಯ ಬದುಕು, ಪ್ರೀತಿಯ ಸಂಬಂಧಗಳು, ಸಂತೋಷದ ಕ್ಷಣಗಳು, ಸುಸ್ಥಿರ ಜೀವನ, ಮೃತ್ಯುವಿನ ಭಯವಿಲ್ಲದ ನಿರ್ಭಯ ಸನ್ನಿವೇಶಗಳು, ವಿಕಾಸನಶೀಲ ಮನಸ್ಸುಗಳು. ಸಮೂಹ ಸಂಸ್ಕೃತಿಯ ಆಗುವ ಮುನ್ನ ಮನುಷ್ಯರಾಗಲು ಪ್ರಯತ್ನಿಸೋಣ ನಾವು — [664, 1051, 774, 1300]
shubha-time: 9.30 AM - 11.03 AM — [49, 500, 245, 518]
blue-divider-bar — [49, 334, 245, 346]
paragraph: ತುಮಕೂರು,ಫೆ.8- ನಗರದ ಶಿರಾಗೇಟ್‌ನಿಂದ ಮಟ್ಟಿಸಾಮಯ್ಯನ ಪಾಳ್ಯಕ್ಕೆ ಹೋಗುವ ರಸ್ತೆಯಲ್ಲಿರುವ ಶ್ರೀಸ್ಯೆಯದ ಹುಸೇನಿ ಭಾದಷಾ ಖಾದ್ರಿ ಅವರು ದರ್ಗಾದ ಗಂಧೋತ್ಸವ ಮತ್ತು ಖವಾಲಿ ಕಾರ್ಯಕ್ರಮವನ್ನು ಫೆ.08ರ ಶನಿವಾರ ಸಂಜೆ ಹಮ್ಮಿಕೊಳ್ಳಲಾಗಿದೆ. ಫೆ.08ರ ಶನಿವಾರ ಸಂಜೆ 7 ಗಂಟೆಗೆ ಶ್ರೀಸ್ಯೆಯದ್ ಹುಸೇನಿ ಭಾದಷಾ ಖಾದ್ರಿ ಅವರ ದರ್ಗಾದ ಗಂಧೋತ್ಸವ ನಡೆಯಲಿದೆ. ರಾತ್ರಿ 10 ಗಂಟೆಗೆ ಖವಾಲಿ ಕಾರ್ಯಕ್ರಮ ಜರುಗಲಿದೆ. — [40, 813, 250, 868]
story1-subhead: ಎಲೆರಾಂಪುರದ ಕುಂಚಿಟಿಗ ಮಠದ ಪೀಠಾಧ್ಯಕ್ಷ ಶ್ರೀ ಹನುಮಂತನಾಥ ಸ್ವಾಮೀಜಿ — [262, 95, 688, 117]
moonrise-time: 2.31 PM — [84, 447, 111, 455]
karana-cell — [49, 637, 148, 678]
karana-row — [49, 635, 245, 678]
sunset-label: ಸೂರ್ಯಾಸ್ತ — [183, 398, 210, 406]
rashi-name: ಧನಸ್ಸು — [55, 773, 69, 780]
quote-author: - ಗೌತಮ ಬುದ್ಧ — [190, 152, 232, 161]
karana-line: ಇವತ್ತು ವಣಿಜ 08:48 AM — [71, 651, 124, 657]
